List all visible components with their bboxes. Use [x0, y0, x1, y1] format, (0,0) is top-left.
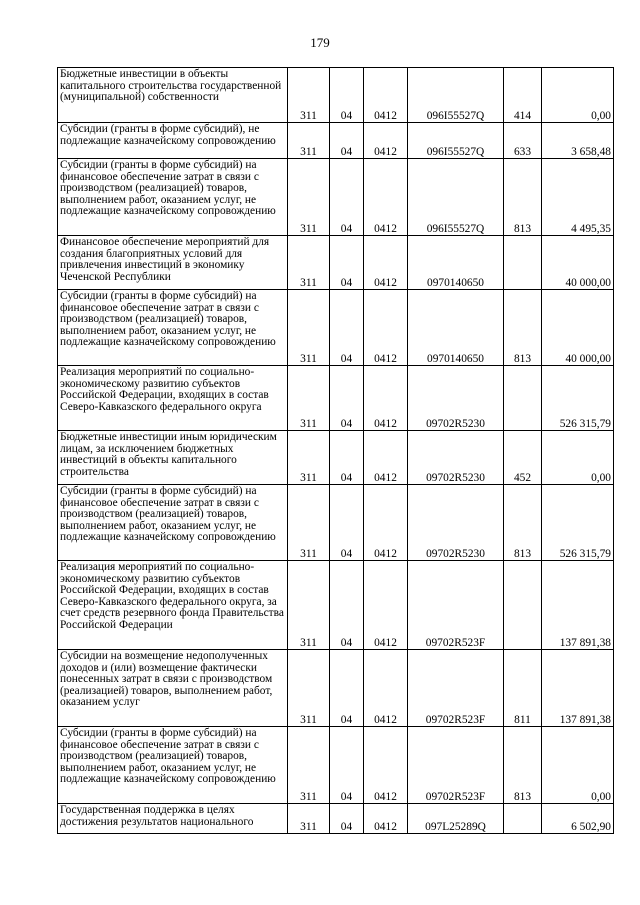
subsection-code: 0412 [364, 68, 408, 123]
table-row [58, 123, 614, 159]
table-row [58, 650, 614, 727]
target-code: 0970140650 [408, 290, 504, 366]
row-name: Субсидии на возмещение недополученных доходов и (или) возмещение фактически понесенных затрат в связи с производством (реализацией) товаров, выполнением работ, оказанием услуг [58, 650, 288, 727]
expense-type-code: 813 [504, 485, 542, 561]
subsection-code: 0412 [364, 650, 408, 727]
ministry-code: 311 [288, 561, 330, 650]
table-row [58, 431, 614, 485]
table-row [58, 159, 614, 236]
ministry-code: 311 [288, 366, 330, 431]
amount: 0,00 [542, 727, 614, 804]
target-code: 09702R523F [408, 650, 504, 727]
amount: 0,00 [542, 431, 614, 485]
section-code: 04 [330, 123, 364, 159]
target-code: 096I55527Q [408, 159, 504, 236]
expense-type-code: 813 [504, 159, 542, 236]
table-row [58, 290, 614, 366]
subsection-code: 0412 [364, 123, 408, 159]
amount: 6 502,90 [542, 804, 614, 834]
table-row [58, 561, 614, 650]
row-name: Бюджетные инвестиции иным юридическим лицам, за исключением бюджетных инвестиций в объекты капитального строительства [58, 431, 288, 485]
subsection-code: 0412 [364, 727, 408, 804]
ministry-code: 311 [288, 123, 330, 159]
expense-type-code: 414 [504, 68, 542, 123]
amount: 0,00 [542, 68, 614, 123]
section-code: 04 [330, 561, 364, 650]
section-code: 04 [330, 650, 364, 727]
row-name: Субсидии (гранты в форме субсидий) на финансовое обеспечение затрат в связи с производством (реализацией) товаров, выполнением работ, оказанием услуг, не подлежащие казначейскому сопровождению [58, 727, 288, 804]
section-code: 04 [330, 727, 364, 804]
subsection-code: 0412 [364, 561, 408, 650]
expense-type-code: 633 [504, 123, 542, 159]
target-code: 097L25289Q [408, 804, 504, 834]
row-name: Субсидии (гранты в форме субсидий) на финансовое обеспечение затрат в связи с производством (реализацией) товаров, выполнением работ, оказанием услуг, не подлежащие казначейскому сопровождению [58, 485, 288, 561]
target-code: 09702R5230 [408, 431, 504, 485]
subsection-code: 0412 [364, 290, 408, 366]
target-code: 0970140650 [408, 236, 504, 290]
expense-type-code [504, 561, 542, 650]
budget-table-body [58, 68, 614, 834]
amount: 40 000,00 [542, 290, 614, 366]
row-name: Бюджетные инвестиции в объекты капитального строительства государственной (муниципальной) собственности [58, 68, 288, 123]
budget-table [57, 67, 614, 834]
amount: 4 495,35 [542, 159, 614, 236]
subsection-code: 0412 [364, 236, 408, 290]
expense-type-code: 452 [504, 431, 542, 485]
amount: 3 658,48 [542, 123, 614, 159]
section-code: 04 [330, 366, 364, 431]
row-name: Финансовое обеспечение мероприятий для создания благоприятных условий для привлечения инвестиций в экономику Чеченской Республики [58, 236, 288, 290]
section-code: 04 [330, 68, 364, 123]
ministry-code: 311 [288, 236, 330, 290]
row-name: Субсидии (гранты в форме субсидий) на финансовое обеспечение затрат в связи с производством (реализацией) товаров, выполнением работ, оказанием услуг, не подлежащие казначейскому сопровождению [58, 159, 288, 236]
amount: 137 891,38 [542, 650, 614, 727]
amount: 526 315,79 [542, 485, 614, 561]
table-row [58, 727, 614, 804]
section-code: 04 [330, 431, 364, 485]
table-row [58, 804, 614, 834]
ministry-code: 311 [288, 159, 330, 236]
expense-type-code: 813 [504, 727, 542, 804]
subsection-code: 0412 [364, 485, 408, 561]
target-code: 09702R5230 [408, 366, 504, 431]
subsection-code: 0412 [364, 366, 408, 431]
page-number: 179 [310, 35, 330, 50]
amount: 40 000,00 [542, 236, 614, 290]
amount: 526 315,79 [542, 366, 614, 431]
section-code: 04 [330, 159, 364, 236]
target-code: 09702R523F [408, 561, 504, 650]
row-name: Субсидии (гранты в форме субсидий), не подлежащие казначейскому сопровождению [58, 123, 288, 159]
row-name: Реализация мероприятий по социально-экономическому развитию субъектов Российской Федерации, входящих в состав Северо-Кавказского федерального округа [58, 366, 288, 431]
ministry-code: 311 [288, 804, 330, 834]
amount: 137 891,38 [542, 561, 614, 650]
table-row [58, 366, 614, 431]
subsection-code: 0412 [364, 431, 408, 485]
row-name: Реализация мероприятий по социально-экономическому развитию субъектов Российской Федерации, входящих в состав Северо-Кавказского федерального округа, за счет средств резервного фонда Правительства Российской Федерации [58, 561, 288, 650]
section-code: 04 [330, 236, 364, 290]
ministry-code: 311 [288, 650, 330, 727]
ministry-code: 311 [288, 68, 330, 123]
target-code: 09702R5230 [408, 485, 504, 561]
ministry-code: 311 [288, 431, 330, 485]
table-row [58, 68, 614, 123]
row-name: Государственная поддержка в целях достижения результатов национального [58, 804, 288, 834]
section-code: 04 [330, 290, 364, 366]
target-code: 096I55527Q [408, 123, 504, 159]
ministry-code: 311 [288, 290, 330, 366]
ministry-code: 311 [288, 727, 330, 804]
expense-type-code [504, 236, 542, 290]
expense-type-code: 811 [504, 650, 542, 727]
ministry-code: 311 [288, 485, 330, 561]
subsection-code: 0412 [364, 804, 408, 834]
section-code: 04 [330, 485, 364, 561]
expense-type-code [504, 366, 542, 431]
table-row [58, 236, 614, 290]
section-code: 04 [330, 804, 364, 834]
row-name: Субсидии (гранты в форме субсидий) на финансовое обеспечение затрат в связи с производством (реализацией) товаров, выполнением работ, оказанием услуг, не подлежащие казначейскому сопровождению [58, 290, 288, 366]
subsection-code: 0412 [364, 159, 408, 236]
expense-type-code [504, 804, 542, 834]
expense-type-code: 813 [504, 290, 542, 366]
target-code: 09702R523F [408, 727, 504, 804]
target-code: 096I55527Q [408, 68, 504, 123]
table-row [58, 485, 614, 561]
